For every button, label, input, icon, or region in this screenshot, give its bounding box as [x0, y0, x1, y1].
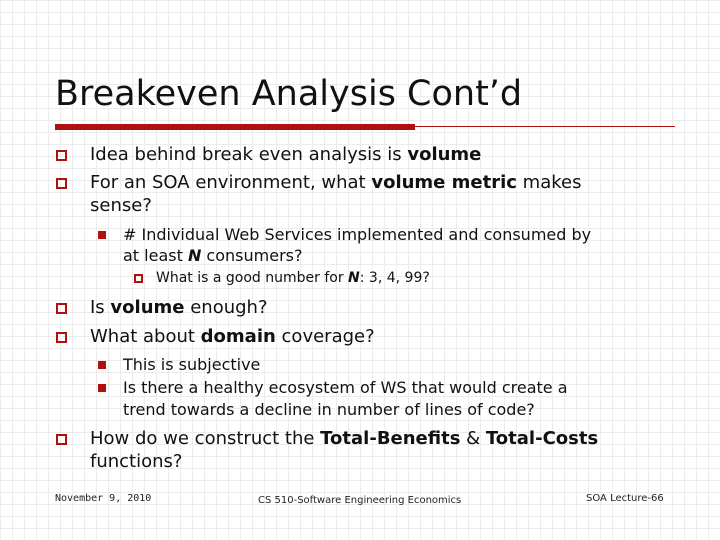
text-segment: : 3, 4, 99? — [359, 270, 430, 286]
footer-page: SOA Lecture-66 — [586, 493, 664, 504]
hollow-square-bullet-icon — [56, 434, 67, 445]
bullet-text-level-2 — [123, 355, 260, 375]
hollow-square-bullet-icon — [56, 303, 67, 314]
emphasis-text: Total-Benefits — [320, 428, 461, 449]
hollow-square-bullet-icon — [56, 178, 67, 189]
hollow-square-bullet-icon — [56, 332, 67, 343]
text-segment: makes — [516, 172, 582, 193]
text-segment: at least — [123, 246, 188, 265]
text-segment: & — [460, 428, 486, 449]
square-bullet-icon — [98, 231, 106, 239]
bullet-text-level-3 — [156, 269, 430, 287]
bullet-text-level-1 — [90, 326, 375, 348]
footer-course: CS 510-Software Engineering Economics — [258, 495, 462, 506]
hollow-square-bullet-icon — [56, 150, 67, 161]
text-segment: sense? — [90, 195, 152, 216]
bullet-text-level-1 — [90, 195, 152, 217]
text-segment: Is — [90, 297, 111, 318]
text-segment: Is there a healthy ecosystem of WS that would create a — [123, 378, 568, 397]
bullet-text-level-2 — [123, 246, 302, 266]
text-segment: consumers? — [201, 246, 303, 265]
text-segment: This is subjective — [123, 355, 261, 374]
slide-title: Breakeven Analysis Cont’d — [55, 74, 523, 114]
emphasis-text: N — [348, 270, 360, 286]
bullet-text-level-1 — [90, 144, 481, 166]
bullet-text-level-2 — [123, 400, 535, 420]
square-bullet-icon — [98, 361, 106, 369]
bullet-text-level-2 — [123, 378, 568, 398]
emphasis-text: volume — [110, 297, 185, 318]
emphasis-text: Total-Costs — [485, 428, 599, 449]
emphasis-text: volume — [407, 144, 482, 165]
emphasis-text: domain — [200, 326, 276, 347]
bullet-text-level-1 — [90, 428, 598, 450]
text-segment: enough? — [184, 297, 268, 318]
text-segment: How do we construct the — [90, 428, 321, 449]
footer-date: November 9, 2010 — [55, 493, 152, 504]
text-segment: For an SOA environment, what — [90, 172, 372, 193]
hollow-square-bullet-icon — [134, 274, 143, 283]
emphasis-text: N — [187, 246, 202, 265]
bullet-text-level-1 — [90, 297, 268, 319]
bullet-text-level-2 — [123, 225, 591, 245]
text-segment: What is a good number for — [156, 270, 349, 286]
emphasis-text: volume metric — [371, 172, 517, 193]
bullet-text-level-1 — [90, 172, 581, 194]
text-segment: What about — [90, 326, 201, 347]
text-segment: # Individual Web Services implemented and consumed by — [123, 225, 592, 244]
text-segment: trend towards a decline in number of lines of code? — [123, 400, 535, 419]
text-segment: coverage? — [275, 326, 375, 347]
text-segment: Idea behind break even analysis is — [90, 144, 408, 165]
bullet-text-level-1 — [90, 451, 182, 473]
text-segment: functions? — [90, 451, 183, 472]
square-bullet-icon — [98, 384, 106, 392]
